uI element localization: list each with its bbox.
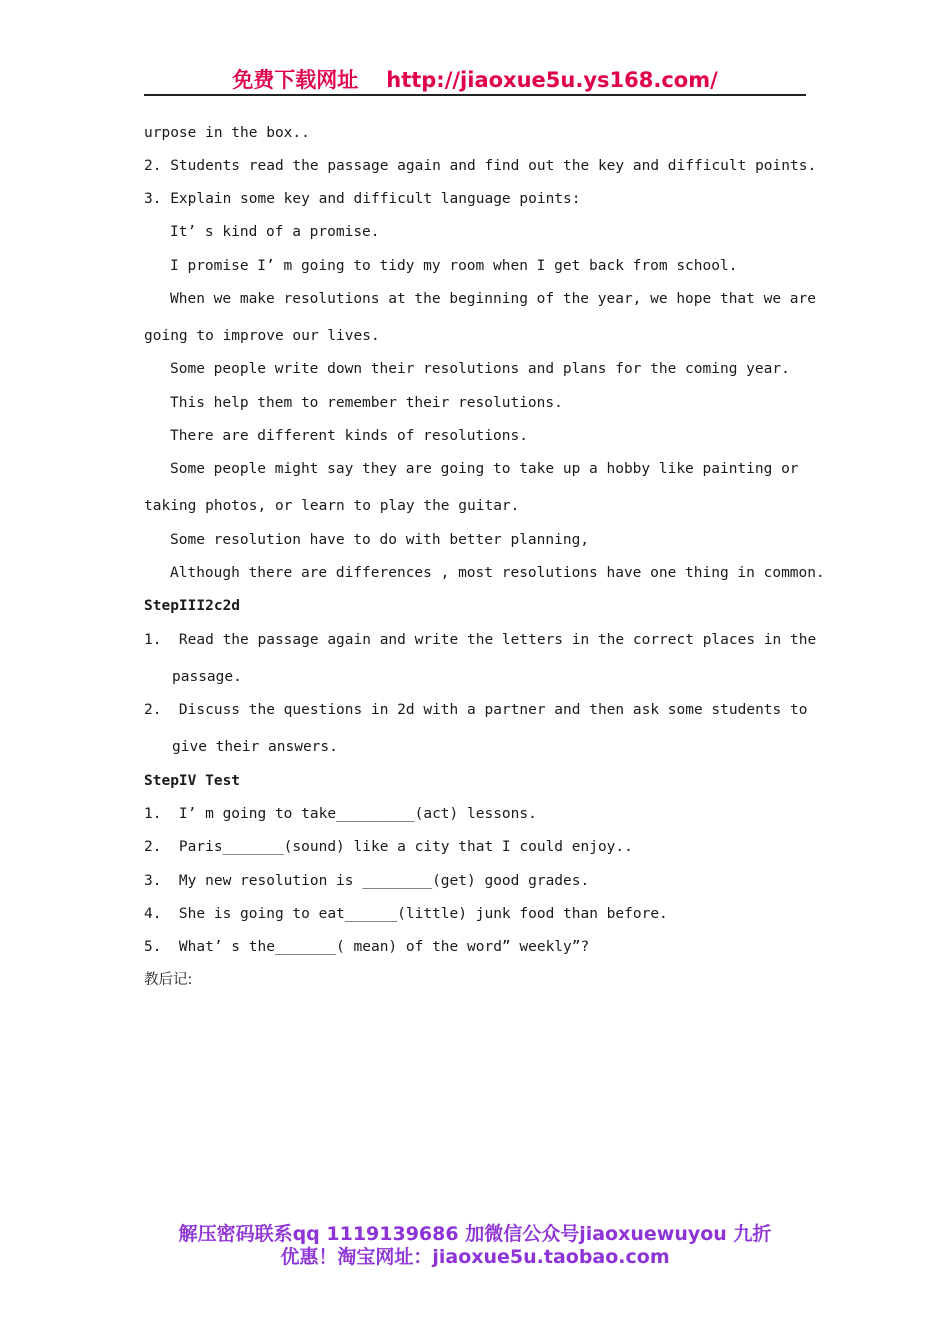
text-line: going to improve our lives. (144, 328, 380, 344)
test-item: 2. Paris_______(sound) like a city that I could enjoy.. (144, 839, 633, 855)
text-line: Although there are differences , most resolutions have one thing in common. (170, 565, 825, 581)
text-line: There are different kinds of resolutions. (170, 428, 528, 444)
teaching-notes-label: 教后记: (144, 972, 193, 988)
text-line: It’ s kind of a promise. (170, 224, 380, 240)
text-line: 2. Discuss the questions in 2d with a partner and then ask some students to (144, 702, 808, 718)
page-header (144, 64, 806, 96)
text-line: taking photos, or learn to play the guitar. (144, 498, 520, 514)
text-line: 3. Explain some key and difficult language points: (144, 191, 581, 207)
text-line: give their answers. (172, 739, 338, 755)
test-item: 5. What’ s the_______( mean) of the word” weekly”? (144, 939, 590, 955)
footer-line-1: 解压密码联系qq 1119139686 加微信公众号jiaoxuewuyou 九折 (178, 1223, 772, 1245)
text-line: 1. Read the passage again and write the letters in the correct places in the (144, 632, 817, 648)
header-url[interactable]: http://jiaoxue5u.ys168.com/ (386, 68, 718, 92)
text-line: This help them to remember their resolutions. (170, 395, 563, 411)
text-line: 2. Students read the passage again and find out the key and difficult points. (144, 158, 817, 174)
test-item: 4. She is going to eat______(little) junk food than before. (144, 906, 668, 922)
text-line: I promise I’ m going to tidy my room when I get back from school. (170, 258, 738, 274)
text-line: Some people write down their resolutions and plans for the coming year. (170, 361, 790, 377)
test-item: 3. My new resolution is ________(get) good grades. (144, 873, 590, 889)
text-line: urpose in the box.. (144, 125, 310, 141)
text-line: passage. (172, 669, 242, 685)
text-line: When we make resolutions at the beginning of the year, we hope that we are (170, 291, 817, 307)
text-line: Some resolution have to do with better planning, (170, 532, 590, 548)
header-label: 免费下载网址 (232, 68, 359, 92)
text-line: Some people might say they are going to take up a hobby like painting or (170, 461, 799, 477)
footer-line-2: 优惠！淘宝网址：jiaoxue5u.taobao.com (280, 1246, 670, 1268)
section-heading-step4: StepIV Test (144, 773, 241, 789)
test-item: 1. I’ m going to take_________(act) lessons. (144, 806, 537, 822)
section-heading-step3: StepIII2c2d (144, 598, 241, 614)
